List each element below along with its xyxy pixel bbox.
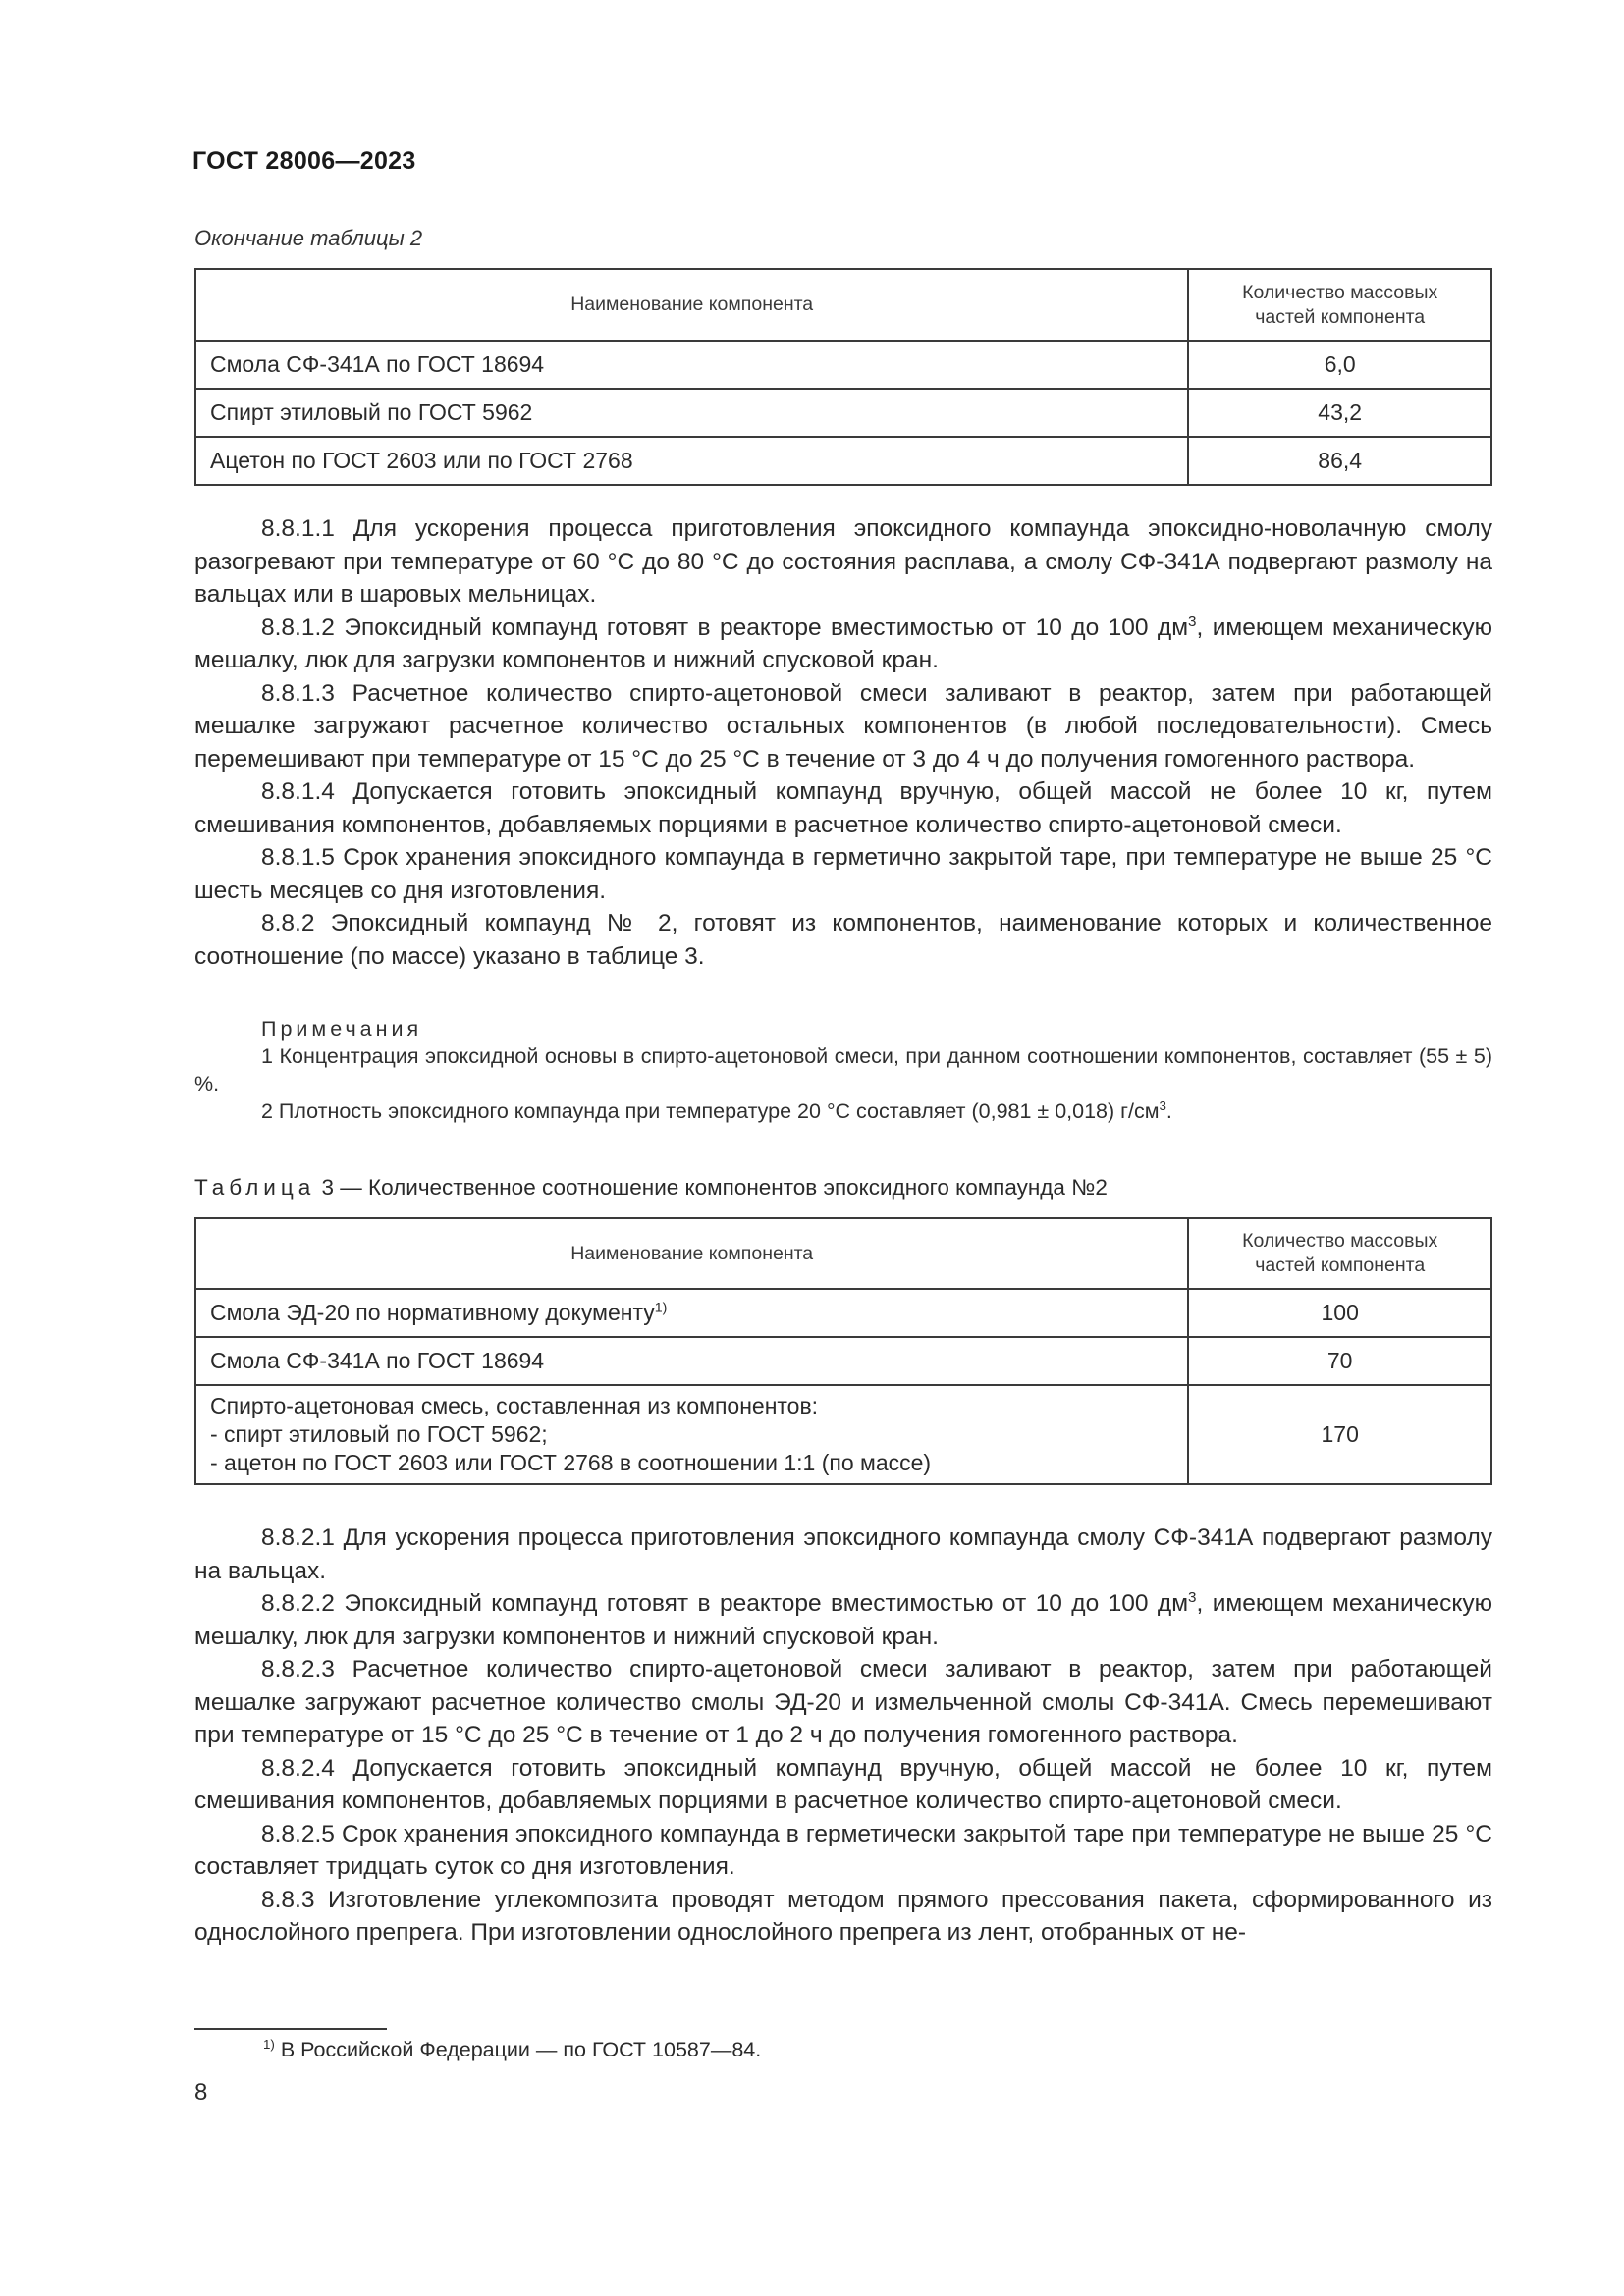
component-name-text: Смола ЭД-20 по нормативному документу [210, 1300, 655, 1325]
table-row [195, 1385, 1491, 1484]
component-parts: 86,4 [1188, 437, 1491, 485]
column-header-value-line2: частей компонента [1255, 305, 1426, 328]
column-header-name: Наименование компонента [195, 1218, 1188, 1289]
table-label: Таблица [194, 1175, 316, 1200]
table-row [195, 1289, 1491, 1337]
footnote-ref: 1) [654, 1300, 668, 1316]
column-header-value [1188, 269, 1491, 341]
component-parts: 43,2 [1188, 389, 1491, 437]
paragraph-8-8-2-5: 8.8.2.5 Срок хранения эпоксидного компаунда в герметически закрытой таре при температуре не выше 25 °С составляет тридцать суток со дня изготовления. [194, 1820, 1492, 1880]
paragraph-text: , имеющем механическую мешалку, люк для загрузки компонентов и нижний спусковой кран. [194, 614, 1493, 673]
table-2 [194, 268, 1492, 486]
paragraph-8-8-2-1: 8.8.2.1 Для ускорения процесса приготовления эпоксидного компаунда смолу СФ-341А подвергают размолу на вальцах. [194, 1524, 1492, 1584]
footnote-marker: 1) [263, 2036, 275, 2052]
paragraph-8-8-1-4: 8.8.1.4 Допускается готовить эпоксидный компаунд вручную, общей массой не более 10 кг, путем смешивания компонентов, добавляемых порциями в расчетное количество спирто-ацетоновой смеси. [194, 778, 1492, 838]
table-row [195, 389, 1491, 437]
superscript: 3 [1188, 1588, 1197, 1606]
component-parts: 70 [1188, 1337, 1491, 1385]
paragraph-8-8-1-1: 8.8.1.1 Для ускорения процесса приготовления эпоксидного компаунда эпоксидно-новолачную смолу разогревают при температуре от 60 °С до 80 °С до состояния расплава, а смолу СФ-341А подвергают размолу на вальцах или в шаровых мельницах. [194, 515, 1492, 608]
component-name [195, 1289, 1188, 1337]
notes-block [194, 1015, 1492, 1125]
paragraph-8-8-2-2 [194, 1587, 1492, 1653]
footnote-text: В Российской Федерации — по ГОСТ 10587—84. [274, 2038, 762, 2061]
column-header-value-line1: Количество массовых [1242, 1230, 1438, 1252]
paragraph-8-8-1-2 [194, 612, 1492, 677]
paragraph-8-8-1-3: 8.8.1.3 Расчетное количество спирто-ацетоновой смеси заливают в реактор, затем при работающей мешалке загружают расчетное количество остальных компонентов (в любой последовательности). Смесь перемешивают при температуре от 15 °С до 25 °С в течение от 3 до 4 ч до получения гомогенного раствора. [194, 679, 1492, 773]
paragraph-8-8-1-5: 8.8.1.5 Срок хранения эпоксидного компаунда в герметично закрытой таре, при температуре не выше 25 °С шесть месяцев со дня изготовления. [194, 844, 1492, 904]
note-text: . [1165, 1099, 1172, 1123]
column-header-value-line1: Количество массовых [1242, 281, 1438, 303]
component-line: Спирто-ацетоновая смесь, составленная из компонентов: [210, 1393, 819, 1418]
paragraph-text: , имеющем механическую мешалку, люк для загрузки компонентов и нижний спусковой кран. [194, 1590, 1493, 1650]
paragraph-8-8-2-3: 8.8.2.3 Расчетное количество спирто-ацетоновой смеси заливают в реактор, затем при работающей мешалке загружают расчетное количество смолы ЭД-20 и измельченной смолы СФ-341А. Смесь перемешивают при температуре от 15 °С до 25 °С в течение от 1 до 2 ч до получения гомогенного раствора. [194, 1656, 1492, 1748]
paragraph-8-8-3: 8.8.3 Изготовление углекомпозита проводят методом прямого прессования пакета, сформированного из однослойного препрега. При изготовлении однослойного препрега из лент, отобранных от не- [194, 1886, 1492, 1946]
note-text: 2 Плотность эпоксидного компаунда при температуре 20 °С составляет (0,981 ± 0,018) г/см [261, 1099, 1160, 1123]
component-name: Смола СФ-341А по ГОСТ 18694 [195, 341, 1188, 389]
component-name: Смола СФ-341А по ГОСТ 18694 [195, 1337, 1188, 1385]
superscript: 3 [1188, 613, 1197, 630]
component-line: - спирт этиловый по ГОСТ 5962; [210, 1421, 548, 1447]
component-name [195, 1385, 1188, 1484]
section-8-8-2-text [194, 1522, 1492, 1949]
component-parts: 100 [1188, 1289, 1491, 1337]
column-header-value-line2: частей компонента [1255, 1255, 1426, 1276]
table-title-text: 3 — Количественное соотношение компонентов эпоксидного компаунда №2 [315, 1175, 1108, 1200]
paragraph-8-8-2: 8.8.2 Эпоксидный компаунд № 2, готовят из компонентов, наименование которых и количественное соотношение (по массе) указано в таблице 3. [194, 910, 1492, 970]
component-name: Спирт этиловый по ГОСТ 5962 [195, 389, 1188, 437]
table-3 [194, 1217, 1492, 1485]
footnote [263, 2038, 761, 2062]
table-header-row [195, 1218, 1491, 1289]
footnote-divider [194, 2028, 387, 2030]
section-8-8-1-text [194, 512, 1492, 973]
note-1: 1 Концентрация эпоксидной основы в спирто-ацетоновой смеси, при данном соотношении компонентов, составляет (55 ± 5) %. [194, 1044, 1492, 1095]
paragraph-text: 8.8.1.2 Эпоксидный компаунд готовят в реакторе вместимостью от 10 до 100 дм [261, 614, 1189, 641]
table-header-row [195, 269, 1491, 341]
page-number: 8 [194, 2079, 208, 2106]
paragraph-8-8-2-4: 8.8.2.4 Допускается готовить эпоксидный компаунд вручную, общей массой не более 10 кг, путем смешивания компонентов, добавляемых порциями в расчетное количество спирто-ацетоновой смеси. [194, 1754, 1492, 1814]
component-line: - ацетон по ГОСТ 2603 или ГОСТ 2768 в соотношении 1:1 (по массе) [210, 1450, 932, 1475]
paragraph-text: 8.8.2.2 Эпоксидный компаунд готовят в реакторе вместимостью от 10 до 100 дм [261, 1590, 1189, 1617]
table2-continuation-caption: Окончание таблицы 2 [194, 226, 423, 250]
table-row [195, 1337, 1491, 1385]
column-header-name: Наименование компонента [195, 269, 1188, 341]
table-row [195, 437, 1491, 485]
component-name: Ацетон по ГОСТ 2603 или по ГОСТ 2768 [195, 437, 1188, 485]
notes-title: Примечания [261, 1017, 423, 1041]
table-row [195, 341, 1491, 389]
note-2 [194, 1097, 1492, 1125]
table3-title [194, 1175, 1108, 1201]
column-header-value [1188, 1218, 1491, 1289]
standard-header: ГОСТ 28006—2023 [192, 147, 416, 175]
component-parts: 170 [1188, 1385, 1491, 1484]
superscript: 3 [1159, 1097, 1166, 1113]
component-parts: 6,0 [1188, 341, 1491, 389]
